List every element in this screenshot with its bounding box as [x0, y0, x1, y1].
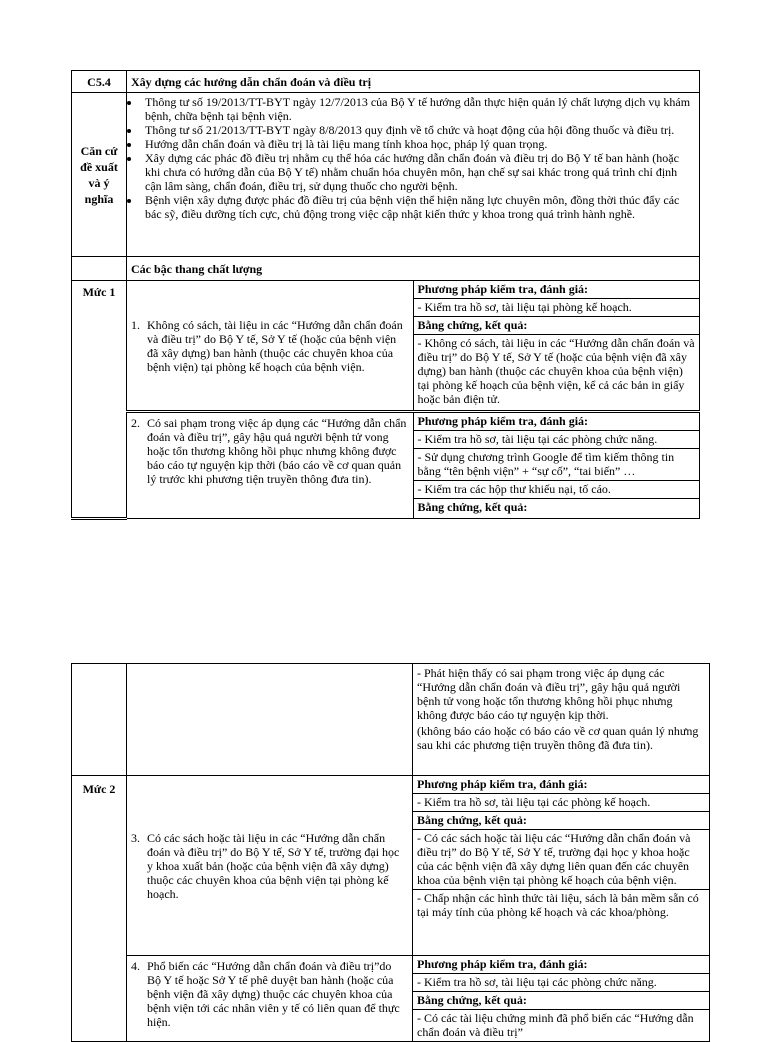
- criterion-code: [72, 71, 127, 93]
- evaluation-heading: Bằng chứng, kết quả:: [413, 991, 709, 1009]
- criterion-code-text: C5.4: [87, 74, 111, 89]
- evaluation-heading: Bằng chứng, kết quả:: [414, 316, 700, 334]
- item2: [127, 416, 413, 486]
- item4-number: 4.: [131, 959, 140, 973]
- evidence-paragraph: - Phát hiện thấy có sai phạm trong việc áp dụng các “Hướng dẫn chẩn đoán và điều trị”, gây hậu quả người bệnh tử vong hoặc tổn thương không hồi phục nhưng không được báo cáo tự nguyện kịp thời.: [417, 666, 681, 722]
- cont-spacer-mid: [127, 664, 413, 776]
- basis-item: • Thông tư số 21/2013/TT-BYT ngày 8/8/2013 quy định về tổ chức và hoạt động của hội đồng thuốc và điều trị.: [141, 123, 696, 137]
- cont-evidence: [417, 666, 705, 752]
- item2-cell: [127, 412, 414, 519]
- evaluation-line: - Chấp nhận các hình thức tài liệu, sách là bản mềm sẵn có tại máy tính của phòng kế hoạch và các khoa/phòng.: [413, 889, 709, 921]
- evaluation-heading: Phương pháp kiểm tra, đánh giá:: [417, 957, 588, 971]
- level2-label: Mức 2: [82, 782, 116, 796]
- criterion-title-text: Xây dựng các hướng dẫn chẩn đoán và điều trị: [131, 74, 372, 89]
- item1-cell: [127, 281, 414, 412]
- ladder-header-text: Các bậc thang chất lượng: [131, 261, 263, 276]
- item2-number: 2.: [131, 416, 140, 430]
- evaluation-line: - Có các sách hoặc tài liệu các “Hướng dẫn chẩn đoán và điều trị” do Bộ Y tế, Sở Y tế, trường đại học y khoa hoặc của các bệnh viện đã xây dựng liên quan đến các chuyên khoa của bệnh viện tại phòng kế hoạch của bệnh viện.: [413, 829, 709, 889]
- item4-evaluation-cell: [413, 956, 710, 1042]
- evaluation-line: - Kiểm tra các hộp thư khiếu nại, tố cáo.: [414, 480, 700, 498]
- item3: [127, 831, 412, 901]
- basis-label-cell: [72, 93, 127, 257]
- item3-evaluation-cell: [413, 776, 710, 956]
- evaluation-line: - Kiểm tra hồ sơ, tài liệu tại các phòng kế hoạch.: [413, 793, 709, 811]
- cont-evidence-cell: [413, 664, 710, 776]
- criterion-title: [127, 71, 700, 93]
- item3-text: Có các sách hoặc tài liệu in các “Hướng dẫn chẩn đoán và điều trị” do Bộ Y tế, Sở Y tế, trường đại học y khoa xuất bản (hoặc của bệnh viện đã xây dựng) thuộc các chuyên khoa của bệnh viện tại phòng kế hoạch.: [147, 830, 400, 901]
- item4-text: Phổ biến các “Hướng dẫn chẩn đoán và điều trị”do Bộ Y tế hoặc Sở Y tế phê duyệt ban hành (hoặc của bệnh viện đã xây dựng) thuộc các chuyên khoa của bệnh viện tới các nhân viên y tế có liên quan để thực hiện.: [147, 959, 400, 1029]
- basis-label: Căn cứ đề xuất và ý nghĩa: [80, 143, 118, 206]
- evaluation-line: - Sử dụng chương trình Google để tìm kiếm thông tin bằng “tên bệnh viện” + “sự cố”, “tai biến” …: [414, 448, 700, 480]
- basis-list: [127, 95, 699, 221]
- item4-cell: [127, 956, 413, 1042]
- level1-label: Mức 1: [82, 285, 116, 299]
- evidence-paragraph: (không báo cáo hoặc có báo cáo về cơ quan quản lý nhưng sau khi các phương tiện truyền thông đã đưa tin).: [417, 724, 699, 752]
- item4: [127, 959, 412, 1029]
- item3-number: 3.: [131, 830, 140, 845]
- item3-cell: [127, 776, 413, 956]
- evaluation-heading: Bằng chứng, kết quả:: [413, 811, 709, 829]
- evaluation-heading: Phương pháp kiểm tra, đánh giá:: [417, 777, 588, 791]
- criteria-table-continued: [71, 663, 710, 1042]
- basis-cell: [127, 93, 700, 257]
- item1-evaluation-cell: [413, 281, 700, 412]
- cont-spacer-left: [72, 664, 127, 776]
- item1: [127, 318, 413, 374]
- item1-number: 1.: [131, 317, 140, 332]
- evaluation-line: - Kiểm tra hồ sơ, tài liệu tại các phòng chức năng.: [413, 973, 709, 991]
- evaluation-heading: Phương pháp kiểm tra, đánh giá:: [417, 282, 589, 296]
- item2-evaluation-cell: [413, 412, 700, 519]
- basis-item: • Bệnh viện xây dựng được phác đồ điều trị của bệnh viện thể hiện năng lực chuyên môn, đồng thời thúc đẩy các bác sỹ, điều dưỡng tích cực, chủ động trong việc cập nhật kiến thức y khoa trong quá trình hành nghề.: [141, 193, 696, 221]
- ladder-header: [127, 257, 700, 281]
- evaluation-line: - Có các tài liệu chứng minh đã phổ biến các “Hướng dẫn chẩn đoán và điều trị”: [413, 1009, 709, 1041]
- evaluation-line: - Kiểm tra hồ sơ, tài liệu tại phòng kế hoạch.: [414, 298, 700, 316]
- basis-item: • Thông tư số 19/2013/TT-BYT ngày 12/7/2013 của Bộ Y tế hướng dẫn thực hiện quản lý chất lượng dịch vụ khám bệnh, chữa bệnh tại bệnh viện.: [141, 95, 696, 123]
- item1-text: Không có sách, tài liệu in các “Hướng dẫn chẩn đoán và điều trị” do Bộ Y tế, Sở Y tế (hoặc của bệnh viện đã xây dựng) ban hành (thuộc các chuyên khoa của bệnh viện) tại phòng kế hoạch của bệnh viện.: [147, 317, 403, 374]
- basis-item: • Xây dựng các phác đồ điều trị nhằm cụ thể hóa các hướng dẫn chẩn đoán và điều trị do Bộ Y tế ban hành (hoặc khi chưa có hướng dẫn của Bộ Y tế) nhằm chuẩn hóa chuyên môn, hạn chế sự sai khác trong quá trình chỉ định cận lâm sàng, chẩn đoán, điều trị, sử dụng thuốc cho người bệnh.: [141, 151, 696, 193]
- evaluation-line: - Kiểm tra hồ sơ, tài liệu tại các phòng chức năng.: [414, 430, 700, 448]
- level1-label-cell: [72, 281, 127, 519]
- item2-text: Có sai phạm trong việc áp dụng các “Hướng dẫn chẩn đoán và điều trị”, gây hậu quả người bệnh tử vong hoặc tổn thương không hồi phục nhưng không được báo cáo tự nguyện kịp thời (báo cáo về cơ quan quản lý trước khi phương tiện truyền thông đưa tin).: [147, 416, 407, 486]
- evaluation-line: - Không có sách, tài liệu in các “Hướng dẫn chẩn đoán và điều trị” do Bộ Y tế, Sở Y tế (hoặc của bệnh viện đã xây dựng) ban hành (thuộc các chuyên khoa của bệnh viện) tại phòng kế hoạch của bệnh viện, kể cả các bản in giấy hoặc bản điện tử.: [414, 334, 700, 408]
- ladder-spacer: [72, 257, 127, 281]
- criteria-table-c54: [71, 70, 700, 520]
- basis-item: • Hướng dẫn chẩn đoán và điều trị là tài liệu mang tính khoa học, pháp lý quan trọng.: [141, 137, 696, 151]
- evaluation-heading: Bằng chứng, kết quả:: [414, 498, 700, 516]
- evaluation-heading: Phương pháp kiểm tra, đánh giá:: [417, 414, 589, 428]
- level2-label-cell: [72, 776, 127, 1042]
